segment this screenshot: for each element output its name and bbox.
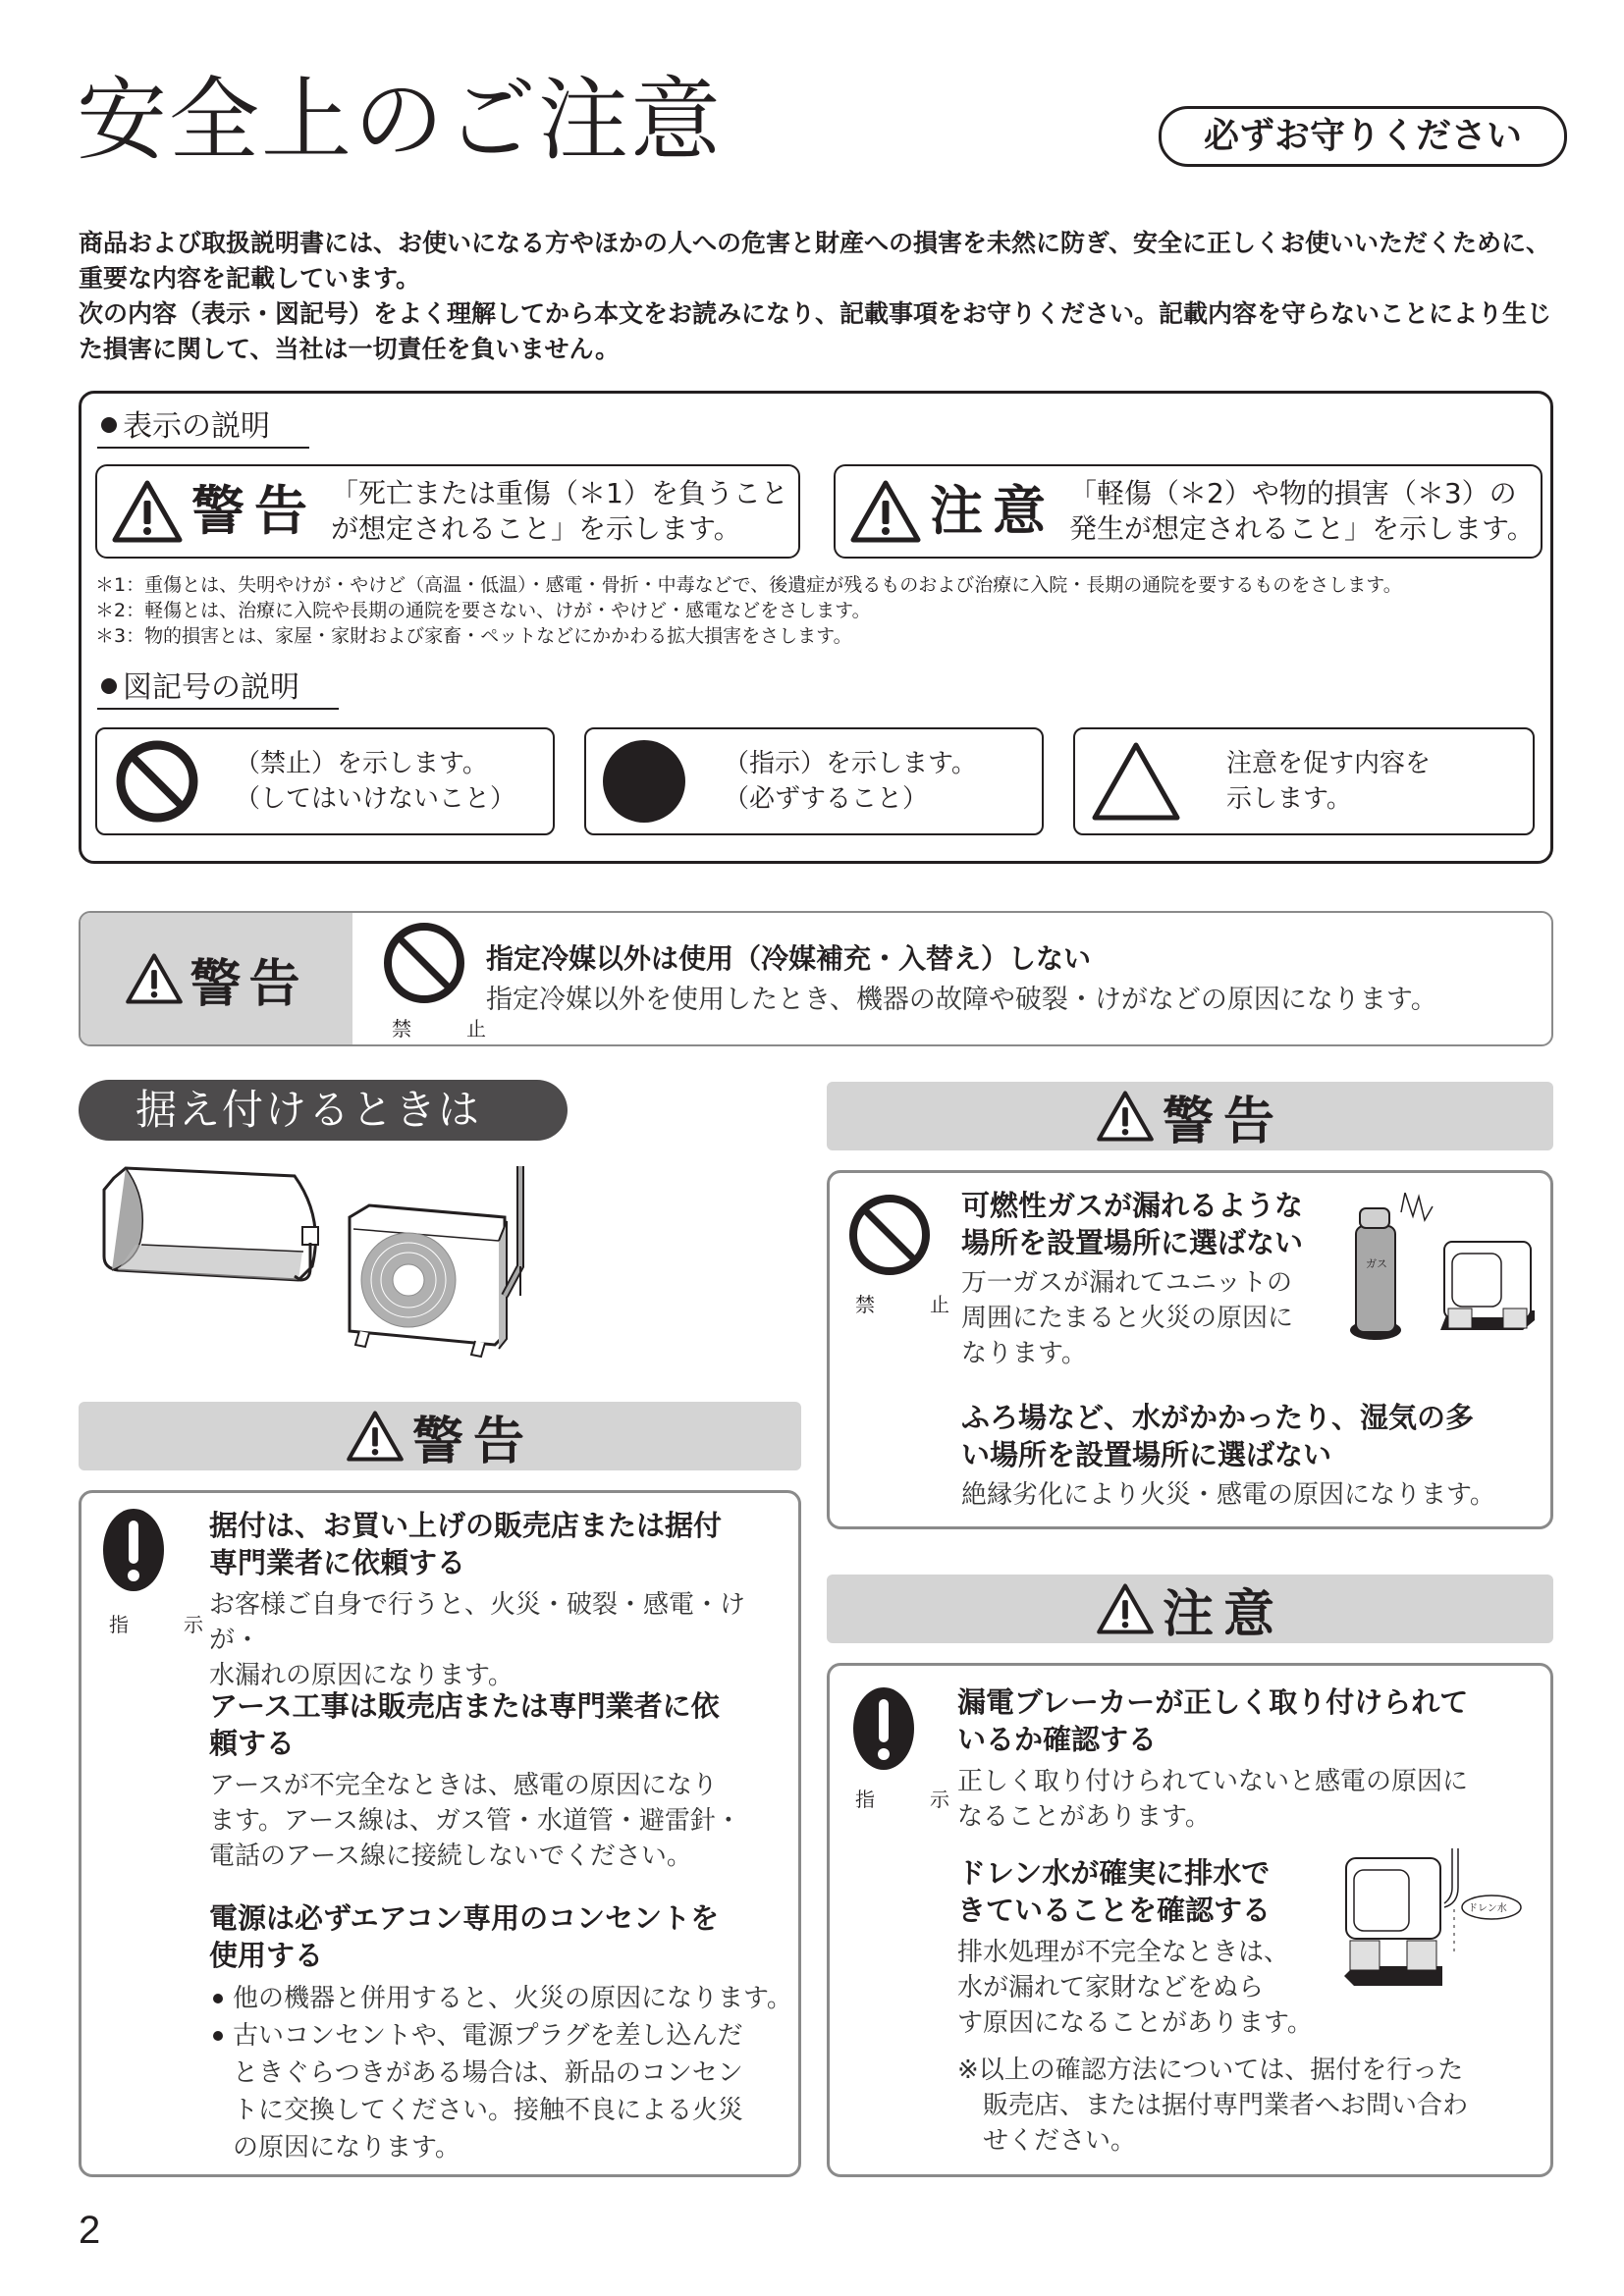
item-heading: ふろ場など、水がかかったり、湿気の多 (961, 1401, 1475, 1434)
symbol-description (1226, 746, 1431, 817)
prohibition-icon (382, 921, 466, 1005)
caution-note (957, 2053, 1546, 2159)
drain-water-illustration (1334, 1848, 1531, 1996)
bullet-text: の原因になります。 (233, 2133, 460, 2163)
symbol-text-line: （禁止）を示します。 (235, 749, 488, 778)
bullet-dot-icon (213, 1994, 223, 2003)
warning-triangle-icon (125, 952, 184, 1005)
refrigerant-warning-content (352, 913, 1551, 1044)
item-body: アースが不完全なときは、感電の原因になり (209, 1771, 718, 1800)
heading-label: 表示の説明 (123, 409, 270, 444)
symbol-text-line: （指示）を示します。 (724, 749, 977, 778)
item-heading: いるか確認する (957, 1723, 1158, 1756)
intro-paragraph-1: 商品および取扱説明書には、お使いになる方やほかの人への危害と財産への損害を未然に防ぎ、安全に正しくお使いいただくために、重要な内容を記載しています。 (79, 229, 1551, 293)
item-body: 電話のアース線に接続しないでください。 (209, 1842, 692, 1871)
symbol-text-line: （してはいけないこと） (235, 784, 516, 814)
bullet-text: トに交換してください。接触不良による火災 (233, 2096, 744, 2125)
item-body: 周囲にたまると火災の原因に (961, 1304, 1294, 1333)
bullet-text: ときぐらつきがある場合は、新品のコンセン (233, 2058, 743, 2088)
item-heading: アース工事は販売店または専門業者に依 (209, 1689, 720, 1723)
prohibition-caption: 禁 止 (855, 1293, 967, 1316)
symbol-card-caution (1073, 727, 1535, 835)
item-body: なることがあります。 (957, 1802, 1211, 1832)
install-item-3 (209, 1899, 798, 2166)
caution-triangle-icon (1091, 741, 1181, 822)
left-warning-band (79, 1402, 801, 1470)
right-caution-panel (827, 1663, 1553, 2177)
warning-word: 警告 (191, 480, 317, 542)
footnote-3: ＊3：物的損害とは、家屋・家財および家畜・ペットなどにかかわる拡大損害をさします。 (95, 625, 852, 647)
gas-label: ガス (1366, 1257, 1387, 1270)
prohibition-icon (115, 739, 199, 824)
warning-description (331, 476, 788, 547)
intro-paragraph-2: 次の内容（表示・図記号）をよく理解してから本文をお読みになり、記載事項をお守りください。記載内容を守らないことにより生じた損害に関して、当社は一切責任を負いません。 (79, 299, 1552, 363)
item-body: 正しく取り付けられていないと感電の原因に (957, 1767, 1469, 1796)
warning-triangle-icon (346, 1410, 405, 1463)
refrigerant-body: 指定冷媒以外を使用したとき、機器の故障や破裂・けがなどの原因になります。 (486, 985, 1437, 1015)
item-body: 水漏れの原因になります。 (209, 1661, 514, 1690)
gas-leak-illustration (1346, 1193, 1543, 1350)
item-heading: 可燃性ガスが漏れるような (961, 1189, 1304, 1222)
instruction-exclamation-icon (101, 1507, 166, 1593)
symbol-description (235, 746, 515, 817)
item-heading: 頼する (209, 1727, 296, 1760)
item-body: お客様ご自身で行うと、火災・破裂・感電・けが・ (209, 1590, 746, 1655)
install-item-1 (209, 1507, 788, 1693)
caution-triangle-icon (1096, 1582, 1155, 1635)
item-heading: 場所を設置場所に選ばない (961, 1226, 1304, 1259)
explanation-box (79, 391, 1553, 864)
page-number: 2 (79, 2209, 101, 2252)
left-warning-panel (79, 1490, 801, 2177)
warning-word: 警告 (411, 1412, 534, 1471)
caution-text-line: 「軽傷（＊2）や物的損害（＊3）の (1069, 477, 1517, 509)
note-line: せください。 (983, 2126, 1137, 2156)
item-heading: 漏電ブレーカーが正しく取り付けられて (957, 1685, 1469, 1719)
item-heading: 電源は必ずエアコン専用のコンセントを (209, 1901, 720, 1935)
symbol-card-instruction (584, 727, 1044, 835)
drain-label: ドレン水 (1468, 1903, 1507, 1914)
symbol-card-prohibition (95, 727, 555, 835)
bullet-item (209, 2017, 798, 2166)
item-body: 排水処理が不完全なときは、 (957, 1938, 1290, 1967)
symbol-text-line: 注意を促す内容を (1226, 749, 1432, 778)
item-body: す原因になることがあります。 (957, 2008, 1313, 2038)
display-explanation-heading (97, 407, 309, 449)
bullet-dot-icon (101, 417, 117, 433)
right-warning-panel (827, 1170, 1553, 1529)
bullet-text: 古いコンセントや、電源プラグを差し込んだ (233, 2021, 743, 2051)
item-body: 水が漏れて家財などをぬら (957, 1973, 1265, 2002)
warning-word: 警告 (189, 954, 308, 1014)
must-follow-badge: 必ずお守りください (1159, 106, 1567, 167)
item-heading: 使用する (209, 1939, 324, 1972)
warning-triangle-icon (111, 479, 184, 544)
right-caution-item-2 (957, 1854, 1350, 2041)
caution-word: 注意 (930, 480, 1056, 542)
caution-word: 注意 (1162, 1584, 1284, 1644)
bullet-item (209, 1980, 798, 2017)
warning-text-line: 「死亡または重傷（＊1）を負うこと (331, 477, 788, 509)
prohibition-caption: 禁 止 (392, 1017, 504, 1041)
caution-description (1069, 476, 1535, 547)
intro-text (79, 226, 1561, 367)
install-item-2 (209, 1687, 788, 1874)
item-body: 万一ガスが漏れてユニットの (961, 1268, 1292, 1298)
air-conditioner-illustration (102, 1158, 711, 1394)
heading-label: 図記号の説明 (123, 670, 299, 705)
right-caution-band (827, 1575, 1553, 1643)
warning-triangle-icon (1096, 1090, 1155, 1143)
symbol-text-line: 示します。 (1226, 784, 1352, 814)
footnote-1: ＊1：重傷とは、失明やけが・やけど（高温・低温）・感電・骨折・中毒などで、後遺症が残るものおよび治療に入院・長期の通院を要するものをさします。 (95, 574, 1402, 596)
footnote-2: ＊2：軽傷とは、治療に入院や長期の通院を要さない、けが・やけど・感電などをさします。 (95, 600, 871, 621)
symbol-explanation-heading (97, 668, 339, 710)
item-heading: い場所を設置場所に選ばない (961, 1438, 1332, 1471)
caution-triangle-icon (849, 479, 922, 544)
instruction-exclamation-icon (851, 1685, 916, 1772)
bullet-dot-icon (213, 2031, 223, 2041)
instruction-icon (602, 739, 686, 824)
right-warning-item-2 (961, 1399, 1550, 1513)
instruction-caption: 指 示 (109, 1613, 221, 1636)
footnotes (95, 572, 1548, 649)
right-caution-item-1 (957, 1683, 1546, 1835)
item-body: 絶縁劣化により火災・感電の原因になります。 (961, 1480, 1495, 1510)
bullet-dot-icon (101, 678, 117, 694)
item-heading: きていることを確認する (957, 1894, 1272, 1927)
instruction-caption: 指 示 (855, 1788, 967, 1811)
symbol-description (724, 746, 977, 817)
right-warning-band (827, 1082, 1553, 1150)
caution-text-line: 発生が想定されること」を示します。 (1069, 512, 1535, 545)
refrigerant-warning-box (79, 911, 1553, 1046)
page-title: 安全上のご注意 (77, 68, 724, 173)
warning-text-line: が想定されること」を示します。 (331, 512, 741, 545)
item-heading: 据付は、お買い上げの販売店または据付 (209, 1509, 723, 1542)
caution-signal-card (834, 464, 1543, 559)
warning-word: 警告 (1162, 1092, 1284, 1151)
section-title-installation: 据え付けるときは (79, 1080, 568, 1141)
note-line: 販売店、または据付専門業者へお問い合わ (983, 2091, 1469, 2120)
item-body: ます。アース線は、ガス管・水道管・避雷針・ (209, 1806, 741, 1836)
refrigerant-heading: 指定冷媒以外は使用（冷媒補充・入替え）しない (486, 942, 1092, 975)
item-heading: 専門業者に依頼する (209, 1546, 466, 1579)
warning-label-area (81, 913, 352, 1044)
prohibition-icon (847, 1193, 932, 1277)
item-heading: ドレン水が確実に排水で (957, 1856, 1271, 1890)
note-line: ※以上の確認方法については、据付を行った (957, 2056, 1464, 2085)
bullet-text: 他の機器と併用すると、火災の原因になります。 (233, 1984, 792, 2013)
right-warning-item-1 (961, 1187, 1354, 1371)
warning-signal-card (95, 464, 800, 559)
symbol-text-line: （必ずすること） (724, 784, 929, 814)
item-body: なります。 (961, 1339, 1087, 1368)
